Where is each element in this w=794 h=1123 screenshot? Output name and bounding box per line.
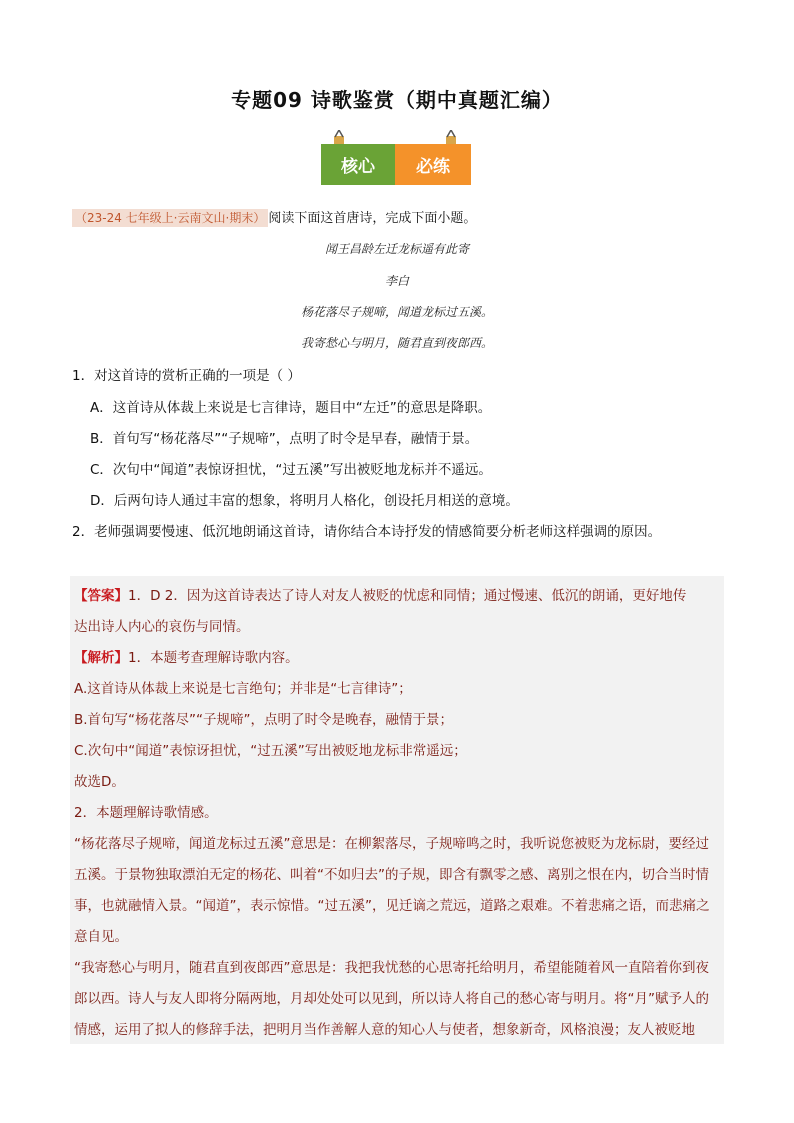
answer-line [74,584,686,604]
analysis-line: 2．本题理解诗歌情感。 [74,805,218,821]
analysis-line: “我寄愁心与明月，随君直到夜郎西”意思是：我把我忧愁的心思寄托给明月，希望能随着风一直陪着你到夜 [74,960,709,976]
analysis-line: 意自见。 [74,929,128,945]
poem-line: 杨花落尽子规啼，闻道龙标过五溪。 [300,305,493,319]
source-line [72,207,476,226]
analysis-line: 郎以西。诗人与友人即将分隔两地，月却处处可以见到，所以诗人将自己的愁心寄与明月。将“月”赋予人的 [74,991,709,1007]
analysis-line: “杨花落尽子规啼，闻道龙标过五溪”意思是：在柳絮落尽，子规啼鸣之时，我听说您被贬为龙标尉，要经过 [74,836,709,852]
option-c: C．次句中“闻道”表惊讶担忧，“过五溪”写出被贬地龙标并不遥远。 [90,462,492,478]
answer-tag: 【答案】 [74,588,128,604]
analysis-tag: 【解析】 [74,650,128,666]
option-a: A．这首诗从体裁上来说是七言律诗，题目中“左迁”的意思是降职。 [90,400,492,416]
core-practice-badge [318,130,474,188]
question-1-stem: 1．对这首诗的赏析正确的一项是（ ） [72,368,301,384]
question-2: 2．老师强调要慢速、低沉地朗诵这首诗，请你结合本诗抒发的情感简要分析老师这样强调的原因。 [72,524,662,540]
analysis-line: B.首句写“杨花落尽”“子规啼”，点明了时令是晚春，融情于景； [74,712,454,728]
analysis-line: 情感，运用了拟人的修辞手法，把明月当作善解人意的知心人与使者，想象新奇，风格浪漫；友人被贬地 [74,1022,695,1038]
analysis-line: 故选D。 [74,774,125,790]
answer-line: 达出诗人内心的哀伤与同情。 [74,619,250,635]
poem-author: 李白 [384,274,409,288]
analysis-text: 1．本题考查理解诗歌内容。 [128,650,299,666]
analysis-line: 事，也就融情入景。“闻道”，表示惊惜。“过五溪”，见迁谪之荒远，道路之艰难。不着悲痛之语，而悲痛之 [74,898,710,914]
option-b: B．首句写“杨花落尽”“子规啼”，点明了时令是早春，融情于景。 [90,431,479,447]
option-d: D．后两句诗人通过丰富的想象，将明月人格化，创设托月相送的意境。 [90,493,519,509]
source-intro: 阅读下面这首唐诗，完成下面小题。 [268,211,477,226]
analysis-line: A.这首诗从体裁上来说是七言绝句；并非是“七言律诗”； [74,681,412,697]
poem-title: 闻王昌龄左迁龙标遥有此寄 [324,242,469,256]
answer-text: 1．D 2．因为这首诗表达了诗人对友人被贬的忧虑和同情；通过慢速、低沉的朗诵，更好地传 [128,588,687,604]
source-tag: （23-24 七年级上·云南文山·期末） [72,209,268,227]
analysis-line [74,646,299,666]
page-title: 专题09 诗歌鉴赏（期中真题汇编） [231,88,563,112]
poem-line: 我寄愁心与明月，随君直到夜郎西。 [300,336,493,350]
analysis-line: 五溪。于景物独取漂泊无定的杨花、叫着“不如归去”的子规，即含有飘零之感、离别之恨在内，切合当时情 [74,867,709,883]
badge-core-label: 核心 [321,144,395,185]
badge-practice-label: 必练 [395,144,471,185]
analysis-line: C.次句中“闻道”表惊讶担忧，“过五溪”写出被贬地龙标非常遥远； [74,743,467,759]
